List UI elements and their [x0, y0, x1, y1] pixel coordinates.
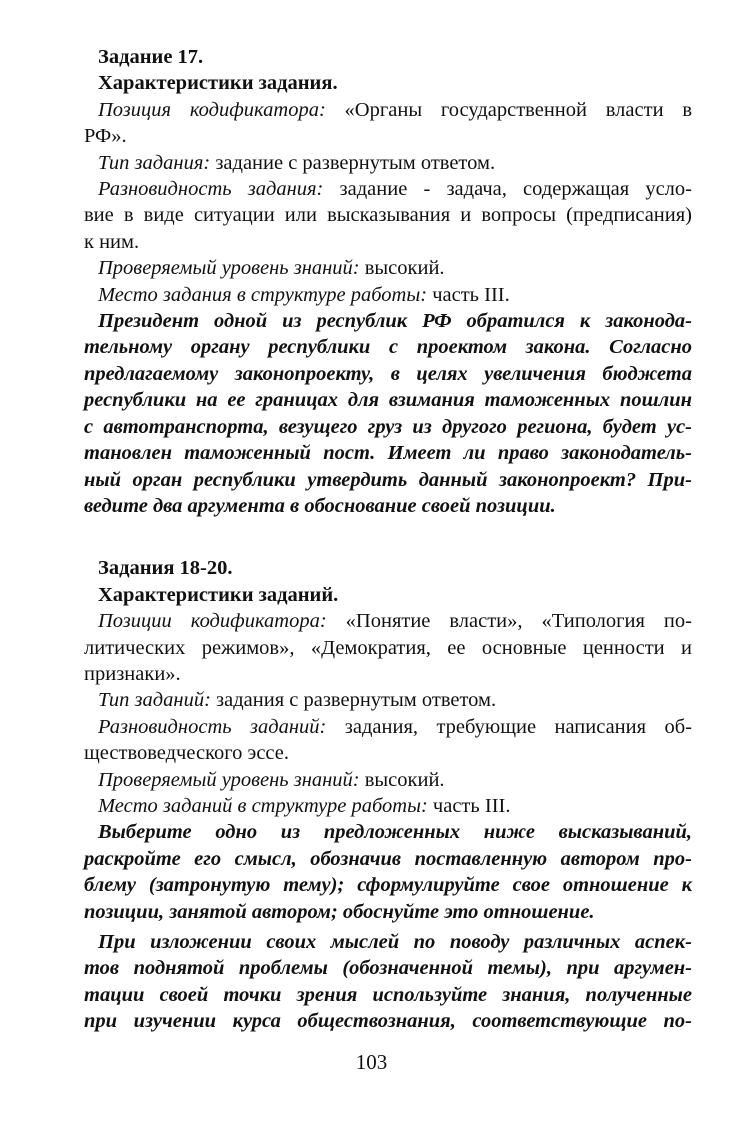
- place-label: Место заданий в структуре работы:: [98, 794, 428, 817]
- section-gap: [98, 519, 692, 555]
- task-17-place: [98, 282, 692, 308]
- task-17-subtitle: Характеристики задания.: [98, 72, 338, 95]
- instruction-line: раскройте его смысл, обозначив поставленную автором про-: [84, 847, 692, 870]
- level-label: Проверяемый уровень знаний:: [98, 257, 360, 280]
- task-18-20-type: [98, 687, 692, 713]
- body-line: Президент одной из республик РФ обратился к законода-: [98, 310, 692, 333]
- task-18-20-section: [84, 555, 692, 1034]
- instruction-paragraph-1: [84, 819, 692, 925]
- type-label: Тип заданий:: [98, 689, 211, 712]
- variety-value-line2: ществоведческого эссе.: [84, 742, 289, 765]
- task-18-20-subtitle: Характеристики заданий.: [98, 583, 339, 606]
- task-17-codifier: [84, 97, 692, 150]
- instruction-line: блему (затронутую тему); сформулируйте свое отношение к: [84, 874, 692, 897]
- body-line: тельному органу республики с проектом закона. Согласно: [84, 336, 692, 359]
- place-value: часть III.: [427, 283, 510, 306]
- task-17-body: [84, 308, 692, 519]
- page-content: [84, 44, 692, 1035]
- body-line: тановлен таможенный пост. Имеет ли право законодатель-: [84, 442, 692, 465]
- codifier-value-line2: РФ».: [84, 125, 127, 148]
- codifier-label: Позиция кодификатора:: [98, 98, 326, 121]
- task-17-section: [84, 44, 692, 519]
- instruction-line: Выберите одно из предложенных ниже высказываний,: [98, 821, 692, 844]
- body-line: с автотранспорта, везущего груз из другого региона, будет ус-: [84, 415, 692, 438]
- task-17-variety: [84, 176, 692, 255]
- task-18-20-codifier: [84, 608, 692, 687]
- place-label: Место задания в структуре работы:: [98, 283, 428, 306]
- codifier-value-line2: литических режимов», «Демократия, ее основные ценности и: [84, 636, 692, 659]
- body-line: республики на ее границах для взимания таможенных пошлин: [84, 389, 692, 412]
- level-label: Проверяемый уровень знаний:: [98, 768, 360, 791]
- variety-label: Разновидность задания:: [98, 178, 324, 201]
- type-label: Тип задания:: [98, 151, 211, 174]
- type-value: задания с развернутым ответом.: [210, 689, 497, 712]
- variety-value-line1: задание - задача, содержащая усло-: [323, 178, 692, 201]
- instruction-line: при изучении курса обществознания, соответствующие по-: [84, 1010, 692, 1033]
- page-number: 103: [355, 1050, 388, 1074]
- level-value: высокий.: [359, 768, 445, 791]
- task-17-title: Задание 17.: [98, 46, 204, 68]
- codifier-value-line3: признаки».: [84, 662, 181, 685]
- codifier-value-line1: «Органы государственной власти в: [325, 98, 692, 121]
- level-value: высокий.: [359, 257, 445, 280]
- variety-value-line1: задания, требующие написания об-: [326, 715, 692, 738]
- body-line: ведите два аргумента в обоснование своей позиции.: [84, 494, 556, 517]
- type-value: задание с развернутым ответом.: [210, 151, 496, 174]
- body-line: ный орган республики утвердить данный законопроект? При-: [84, 468, 692, 491]
- instruction-line: При изложении своих мыслей по поводу различных аспек-: [98, 931, 692, 953]
- variety-value-line3: к ним.: [84, 230, 140, 253]
- variety-value-line2: вие в виде ситуации или высказывания и вопросы (предписания): [84, 204, 692, 227]
- task-17-level: [98, 255, 692, 281]
- task-17-type: [98, 150, 692, 176]
- place-value: часть III.: [427, 794, 511, 817]
- body-line: предлагаемому законопроекту, в целях увеличения бюджета: [84, 362, 692, 385]
- instruction-line: тов поднятой проблемы (обозначенной темы), при аргумен-: [84, 957, 692, 980]
- codifier-label: Позиции кодификатора:: [98, 610, 327, 633]
- task-18-20-variety: [84, 714, 692, 767]
- task-18-20-place: [98, 793, 692, 819]
- instruction-line: тации своей точки зрения используйте знания, полученные: [84, 983, 692, 1006]
- task-18-20-title: Задания 18-20.: [98, 557, 233, 580]
- task-18-20-level: [98, 767, 692, 793]
- instruction-paragraph-2: [84, 929, 692, 1035]
- codifier-value-line1: «Понятие власти», «Типология по-: [326, 610, 692, 633]
- variety-label: Разновидность заданий:: [98, 715, 327, 738]
- instruction-line: позиции, занятой автором; обоснуйте это отношение.: [84, 900, 595, 923]
